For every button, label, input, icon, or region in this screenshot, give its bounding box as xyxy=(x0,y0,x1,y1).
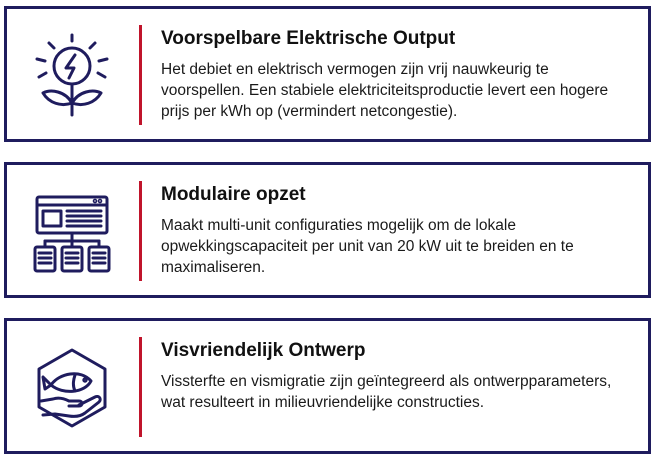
accent-divider xyxy=(139,337,142,437)
modular-network-icon xyxy=(29,189,115,275)
accent-divider xyxy=(139,181,142,281)
feature-card-modular xyxy=(4,162,651,298)
fish-hand-icon xyxy=(29,345,115,431)
card-body: Maakt multi-unit configuraties mogelijk om de lokale opwekkingscapaciteit per unit van 20 kW uit te breiden en te maximaliseren. xyxy=(161,217,574,276)
card-title: Visvriendelijk Ontwerp xyxy=(161,340,366,361)
feature-card-predictable-output xyxy=(4,6,651,142)
card-text xyxy=(161,183,628,278)
card-title: Voorspelbare Elektrische Output xyxy=(161,28,456,49)
card-body: Vissterfte en vismigratie zijn geïntegreerd als ontwerpparameters, wat resulteert in milieuvriendelijke constructies. xyxy=(161,373,612,411)
card-body: Het debiet en elektrisch vermogen zijn vrij nauwkeurig te voorspellen. Een stabiele elektriciteitsproductie levert een hogere prijs per kWh op (vermindert netcongestie). xyxy=(161,61,609,120)
feature-card-fish-friendly xyxy=(4,318,651,454)
card-text xyxy=(161,339,628,413)
accent-divider xyxy=(139,25,142,125)
card-title: Modulaire opzet xyxy=(161,184,306,205)
lightning-plant-icon xyxy=(29,33,115,119)
card-text xyxy=(161,27,628,122)
